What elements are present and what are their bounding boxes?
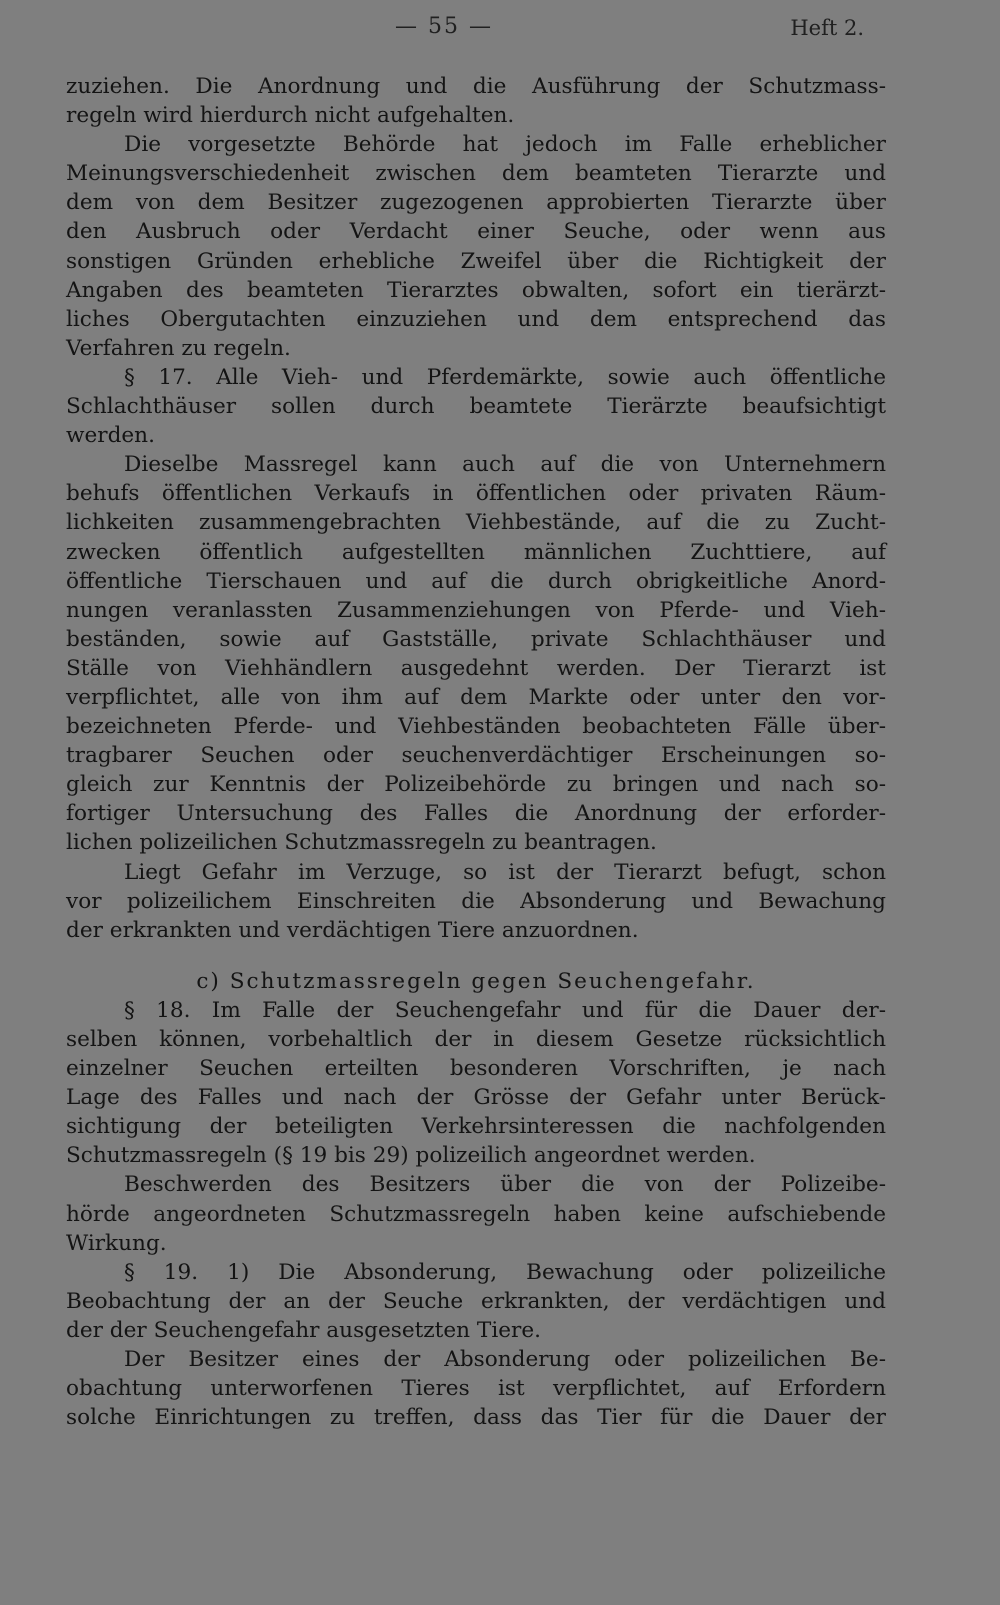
text-line: gleich zur Kenntnis der Polizeibehörde zu bringen und nach so- (66, 772, 886, 798)
text-line: beständen, sowie auf Gastställe, private Schlachthäuser und (66, 626, 886, 652)
text-line: lichkeiten zusammengebrachten Viehbestände, auf die zu Zucht- (66, 510, 886, 536)
text-line: fortiger Untersuchung des Falles die Anordnung der erforder- (66, 801, 886, 827)
text-line: dem von dem Besitzer zugezogenen approbierten Tierarzte über (66, 190, 886, 216)
text-line: lichen polizeilichen Schutzmassregeln zu beantragen. (66, 830, 657, 856)
text-line: sichtigung der beteiligten Verkehrsinteressen die nachfolgenden (66, 1114, 886, 1140)
text-line: § 19. 1) Die Absonderung, Bewachung oder polizeiliche (124, 1259, 886, 1285)
text-line: der erkrankten und verdächtigen Tiere anzuordnen. (66, 917, 639, 943)
text-line: Die vorgesetzte Behörde hat jedoch im Falle erheblicher (124, 132, 886, 158)
text-line: öffentliche Tierschauen und auf die durch obrigkeitliche Anord- (66, 568, 886, 594)
text-line: Schutzmassregeln (§ 19 bis 29) polizeilich angeordnet werden. (66, 1143, 756, 1169)
text-line: tragbarer Seuchen oder seuchenverdächtiger Erscheinungen so- (66, 743, 886, 769)
text-line: § 17. Alle Vieh- und Pferdemärkte, sowie auch öffentliche (124, 364, 886, 390)
text-line: der der Seuchengefahr ausgesetzten Tiere. (66, 1317, 541, 1343)
text-line: den Ausbruch oder Verdacht einer Seuche, oder wenn aus (66, 219, 886, 245)
body-text (66, 72, 886, 1432)
text-line: Dieselbe Massregel kann auch auf die von Unternehmern (124, 452, 886, 478)
text-line: solche Einrichtungen zu treffen, dass das Tier für die Dauer der (66, 1405, 886, 1431)
text-line: nungen veranlassten Zusammenziehungen von Pferde- und Vieh- (66, 597, 886, 623)
text-line: selben können, vorbehaltlich der in diesem Gesetze rücksichtlich (66, 1027, 886, 1052)
text-line: Schlachthäuser sollen durch beamtete Tierärzte beaufsichtigt (66, 394, 886, 420)
text-line: liches Obergutachten einzuziehen und dem entsprechend das (66, 306, 886, 332)
page-number: — 55 — (395, 14, 493, 39)
section-heading: c) Schutzmassregeln gegen Seuchengefahr. (196, 968, 756, 994)
page-header (0, 14, 1000, 54)
text-line: Lage des Falles und nach der Grösse der Gefahr unter Berück- (66, 1085, 886, 1111)
text-line: Angaben des beamteten Tierarztes obwalten, sofort ein tierärzt- (66, 277, 886, 303)
text-line: Meinungsverschiedenheit zwischen dem beamteten Tierarzte und (66, 161, 886, 187)
blank-line (66, 945, 886, 967)
text-line: hörde angeordneten Schutzmassregeln haben keine aufschiebende (66, 1201, 886, 1227)
text-line: Liegt Gefahr im Verzuge, so ist der Tierarzt befugt, schon (124, 859, 886, 885)
text-line: werden. (66, 423, 155, 449)
text-line: obachtung unterworfenen Tieres ist verpflichtet, auf Erfordern (66, 1376, 886, 1402)
text-line: Verfahren zu regeln. (66, 335, 291, 361)
text-line: Ställe von Viehhändlern ausgedehnt werden. Der Tierarzt ist (66, 655, 886, 681)
text-line: vor polizeilichem Einschreiten die Absonderung und Bewachung (66, 888, 886, 914)
text-line: einzelner Seuchen erteilten besonderen Vorschriften, je nach (66, 1056, 886, 1082)
text-line: regeln wird hierdurch nicht aufgehalten. (66, 103, 515, 129)
text-line: bezeichneten Pferde- und Viehbeständen beobachteten Fälle über- (66, 714, 886, 740)
text-line: verpflichtet, alle von ihm auf dem Markte oder unter den vor- (66, 684, 886, 710)
text-line: Der Besitzer eines der Absonderung oder polizeilichen Be- (124, 1347, 886, 1373)
text-line: Beschwerden des Besitzers über die von der Polizeibe- (124, 1172, 886, 1198)
running-head: Heft 2. (790, 16, 864, 40)
text-line: behufs öffentlichen Verkaufs in öffentlichen oder privaten Räum- (66, 481, 886, 507)
text-line: § 18. Im Falle der Seuchengefahr und für die Dauer der- (124, 997, 886, 1023)
text-line: zwecken öffentlich aufgestellten männlichen Zuchttiere, auf (66, 539, 886, 565)
text-line: Wirkung. (66, 1230, 167, 1256)
text-line: Beobachtung der an der Seuche erkrankten, der verdächtigen und (66, 1288, 886, 1314)
text-line: zuziehen. Die Anordnung und die Ausführung der Schutzmass- (66, 74, 886, 99)
text-line: sonstigen Gründen erhebliche Zweifel über die Richtigkeit der (66, 248, 886, 274)
